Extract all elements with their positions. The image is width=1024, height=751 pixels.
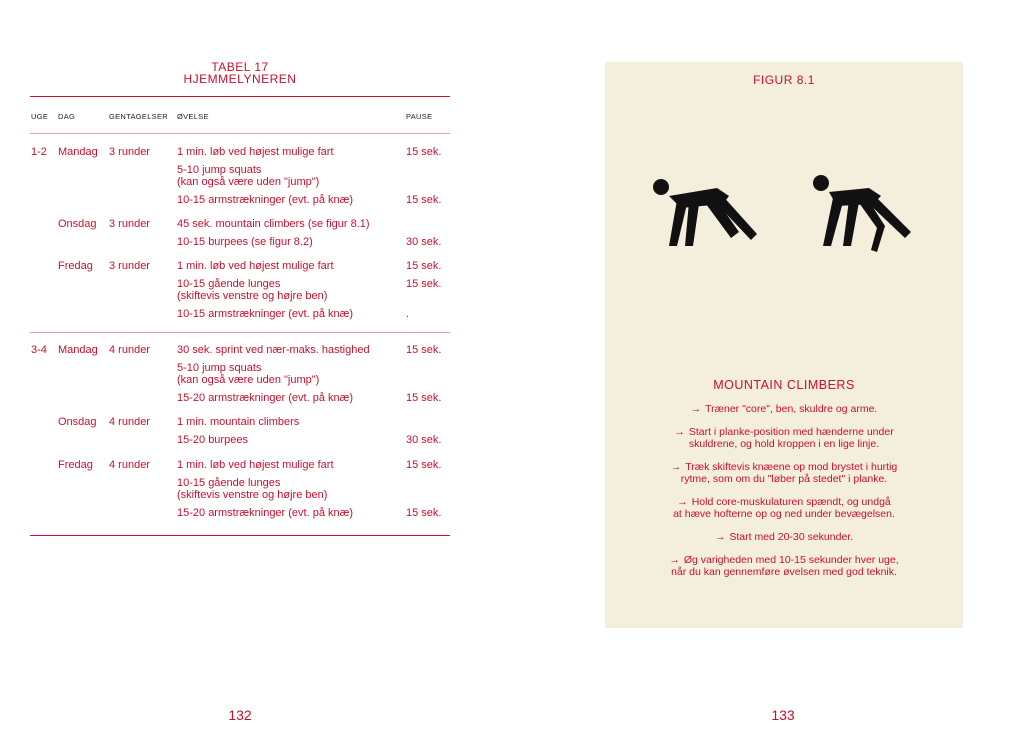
arrow-right-icon: →	[677, 496, 688, 508]
cell-gentagelser: 4 runder	[109, 459, 150, 471]
arrow-right-icon: →	[674, 426, 685, 438]
arrow-right-icon: →	[669, 554, 680, 566]
cell-ovelse: 45 sek. mountain climbers (se figur 8.1)	[177, 218, 370, 230]
cell-pause: 30 sek.	[406, 236, 442, 248]
cell-pause: 30 sek.	[406, 434, 442, 446]
cell-ovelse: 1 min. løb ved højest mulige fart	[177, 146, 334, 158]
mountain-climber-pose-2-icon	[803, 174, 923, 254]
cell-ovelse: (kan også være uden "jump")	[177, 374, 320, 386]
cell-ovelse: 15-20 burpees	[177, 434, 248, 446]
figure-panel	[605, 62, 963, 628]
cell-pause: 15 sek.	[406, 194, 442, 206]
bullet-item	[635, 461, 933, 485]
cell-ovelse: 5-10 jump squats	[177, 164, 262, 176]
cell-dag: Fredag	[58, 459, 93, 471]
cell-ovelse: 1 min. løb ved højest mulige fart	[177, 459, 334, 471]
cell-ovelse: 5-10 jump squats	[177, 362, 262, 374]
table-label: TABEL 17	[211, 60, 269, 74]
bullet-item	[635, 531, 933, 543]
bullet-item	[635, 496, 933, 520]
header-dag: DAG	[58, 112, 76, 121]
table-bottom-rule	[30, 535, 450, 536]
arrow-right-icon: →	[714, 531, 726, 543]
arrow-right-icon: →	[690, 403, 702, 415]
figure-label: FIGUR 8.1	[753, 73, 815, 87]
bullet-text: Træner "core", ben, skuldre og arme.	[705, 403, 878, 415]
cell-gentagelser: 3 runder	[109, 260, 150, 272]
bullet-text: når du kan gennemføre øvelsen med god teknik.	[671, 566, 897, 578]
header-rule	[30, 133, 450, 134]
cell-ovelse: (skiftevis venstre og højre ben)	[177, 489, 328, 501]
arrow-right-icon: →	[670, 461, 682, 473]
cell-gentagelser: 3 runder	[109, 146, 150, 158]
header-uge: UGE	[31, 112, 49, 121]
bullet-item	[635, 426, 933, 450]
cell-dag: Mandag	[58, 146, 98, 158]
cell-ovelse: 10-15 armstrækninger (evt. på knæ)	[177, 194, 354, 206]
bullet-item	[635, 403, 933, 415]
cell-ovelse: (kan også være uden "jump")	[177, 176, 320, 188]
page-number-left: 132	[228, 707, 252, 723]
cell-gentagelser: 4 runder	[109, 344, 150, 356]
mountain-climber-pose-1-icon	[647, 174, 767, 254]
cell-uge: 1-2	[31, 146, 47, 158]
cell-pause: 15 sek.	[406, 392, 442, 404]
cell-ovelse: 1 min. mountain climbers	[177, 416, 300, 428]
cell-pause: .	[406, 308, 410, 320]
section-title: MOUNTAIN CLIMBERS	[713, 378, 855, 392]
cell-dag: Mandag	[58, 344, 98, 356]
cell-ovelse: 30 sek. sprint ved nær-maks. hastighed	[177, 344, 370, 356]
cell-pause: 15 sek.	[406, 146, 442, 158]
bullet-text: at hæve hofterne op og ned under bevægelsen.	[673, 508, 895, 520]
bullet-list	[635, 403, 933, 589]
cell-ovelse: (skiftevis venstre og højre ben)	[177, 290, 328, 302]
bullet-text: Start med 20-30 sekunder.	[729, 531, 854, 543]
cell-dag: Onsdag	[58, 218, 97, 230]
cell-ovelse: 10-15 gående lunges	[177, 477, 281, 489]
cell-dag: Fredag	[58, 260, 93, 272]
table-top-rule	[30, 96, 450, 97]
bullet-text: Træk skiftevis knæene op mod brystet i hurtig	[685, 461, 898, 473]
header-gentagelser: GENTAGELSER	[109, 112, 169, 121]
cell-ovelse: 1 min. løb ved højest mulige fart	[177, 260, 334, 272]
cell-ovelse: 10-15 gående lunges	[177, 278, 281, 290]
bullet-text: Hold core-muskulaturen spændt, og undgå	[691, 496, 891, 508]
cell-gentagelser: 4 runder	[109, 416, 150, 428]
table-title: HJEMMELYNEREN	[183, 72, 297, 86]
bullet-text: Start i planke-position med hænderne under	[688, 426, 894, 438]
page-number-right: 133	[771, 707, 795, 723]
bullet-text: skuldrene, og hold kroppen i en lige linje.	[688, 438, 880, 450]
header-ovelse: ØVELSE	[177, 112, 209, 121]
cell-pause: 15 sek.	[406, 278, 442, 290]
cell-pause: 15 sek.	[406, 459, 442, 471]
cell-ovelse: 15-20 armstrækninger (evt. på knæ)	[177, 507, 354, 519]
cell-dag: Onsdag	[58, 416, 97, 428]
header-pause: PAUSE	[406, 112, 433, 121]
cell-ovelse: 10-15 burpees (se figur 8.2)	[177, 236, 313, 248]
bullet-text: Øg varigheden med 10-15 sekunder hver uge,	[683, 554, 899, 566]
cell-pause: 15 sek.	[406, 344, 442, 356]
cell-pause: 15 sek.	[406, 260, 442, 272]
cell-ovelse: 10-15 armstrækninger (evt. på knæ)	[177, 308, 354, 320]
bullet-text: rytme, som om du "løber på stedet" i planke.	[680, 473, 888, 485]
cell-ovelse: 15-20 armstrækninger (evt. på knæ)	[177, 392, 354, 404]
group-divider	[30, 332, 450, 333]
cell-pause: 15 sek.	[406, 507, 442, 519]
cell-uge: 3-4	[31, 344, 47, 356]
cell-gentagelser: 3 runder	[109, 218, 150, 230]
right-page	[512, 0, 1024, 751]
bullet-item	[635, 554, 933, 578]
